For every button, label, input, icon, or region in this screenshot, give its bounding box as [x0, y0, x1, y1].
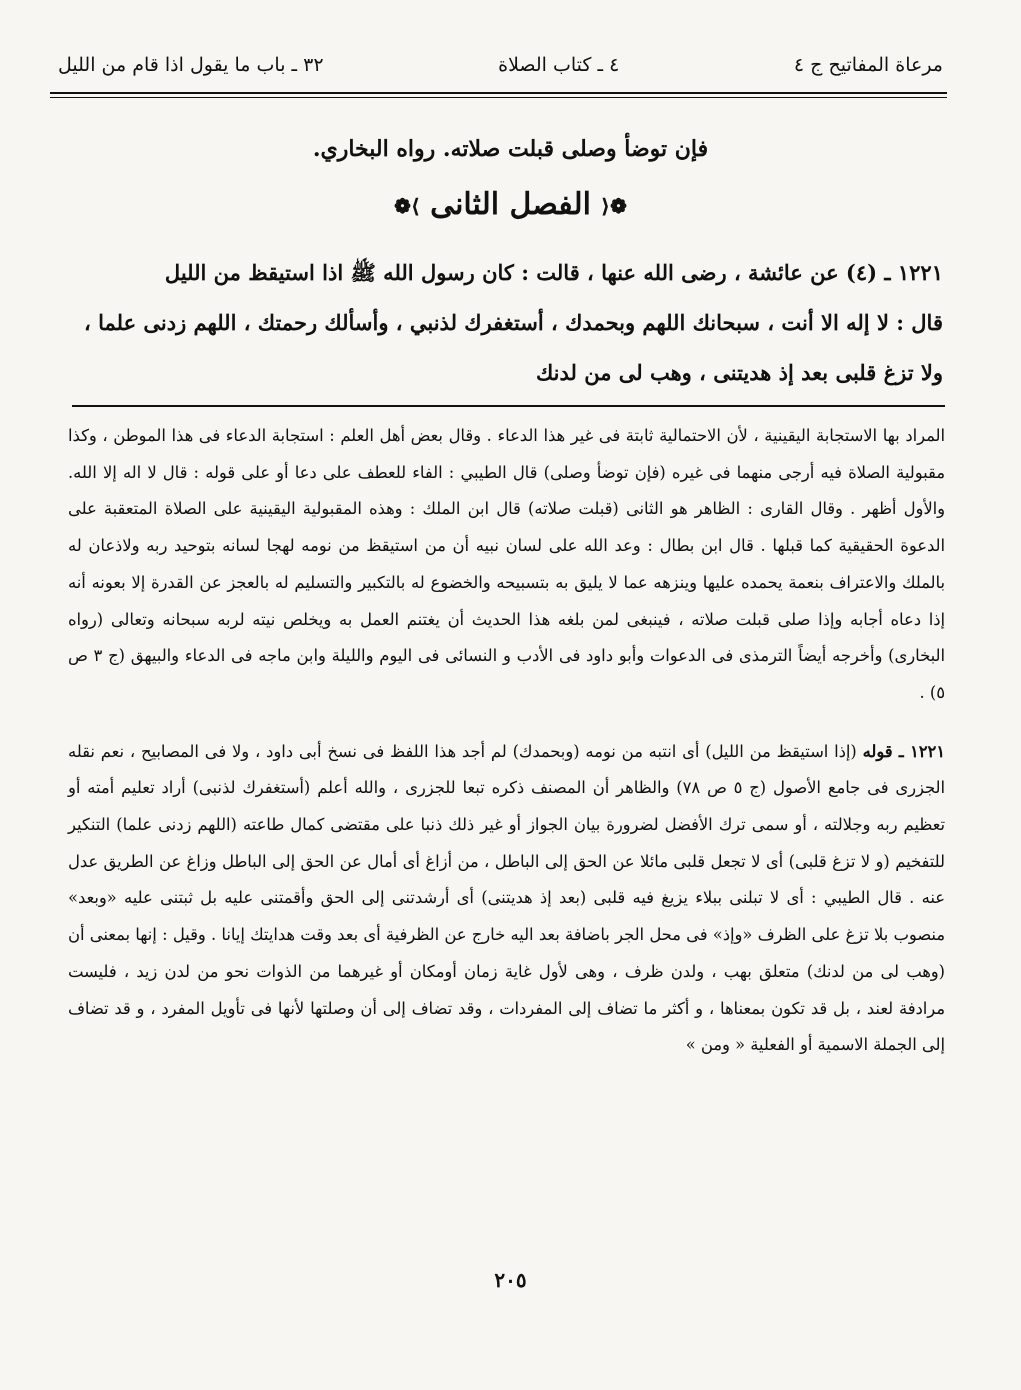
- header-rule-thick: [50, 92, 947, 94]
- header-section: ٣٢ ـ باب ما يقول اذا قام من الليل: [58, 54, 324, 76]
- hadith-line: ١٢٢١ ـ (٤) عن عائشة ، رضى الله عنها ، قالت : كان رسول الله ﷺ اذا استيقظ من الليل: [164, 260, 943, 285]
- hadith-line: قال : لا إله الا أنت ، سبحانك اللهم وبحمدك ، أستغفرك لذنبي ، وأسألك رحمتك ، اللهم زدنى علما ،: [83, 310, 943, 335]
- ornament-icon: ⟩❁: [394, 194, 421, 218]
- commentary-paragraph: المراد بها الاستجابة اليقينية ، لأن الاحتمالية ثابتة فى غير هذا الدعاء . وقال بعض أهل العلم : استجابة الدعاء فى هذا الموطن ، وكذا مقبولية الصلاة فيه أرجى منهما فى غيره (فإن توضأ وصلى) قال الطيبي : الفاء للعطف على دعا أو على قوله : قال لا اله إلا الله. والأول أظهر . وقال القارى : الظاهر هو الثانى (قبلت صلاته) قال ابن الملك : وهذه المقبولية اليقينية على الصلاة المتعقبة على الدعوة الحقيقية كما قبلها . قال ابن بطال : وعد الله على لسان نبيه أن من استيقظ من نومه لهجا لسانه بتوحيد ربه ولاذعان له بالملك والاعتراف بنعمة يحمده عليها وينزهه عما لا يليق به بتسبيحه والخضوع له بالتكبير والتسليم له بالعجز عن القدرة إلا بعونه أنه إذا دعاه أجابه وإذا صلى قبلت صلاته ، فينبغى لمن بلغه هذا الحديث أن يغتنم العمل به ويخلص نيته لربه سبحانه وتعالى (رواه البخارى) وأخرجه أيضاً الترمذى فى الدعوات وأبو داود فى الأدب و النسائى فى اليوم والليلة وابن ماجه فى الدعاء والبيهق (ج ٣ ص ٥) .: [68, 426, 945, 702]
- section-title: الفصل الثانى: [430, 187, 591, 222]
- page-number: ٢٠٥: [494, 1268, 527, 1292]
- header-chapter: ٤ ـ كتاب الصلاة: [498, 54, 620, 76]
- header-book-title: مرعاة المفاتيح ج ٤: [793, 54, 943, 76]
- commentary-paragraph-text: (إذا استيقظ من الليل) أى انتبه من نومه (وبحمدك) لم أجد هذا اللفظ فى نسخ أبى داود ، ولا فى المصابيح ، نعم نقله الجزرى فى جامع الأصول (ج ٥ ص ٧٨) والظاهر أن المصنف ذكره تبعا للجزرى ، والله أعلم (أستغفرك لذنبى) أراد تعليم أمته أو تعظيم ربه وجلالته ، أو سمى ترك الأفضل لضرورة بيان الجواز أو غير ذلك ذنبا على مقتضى كمال طاعته (اللهم زدنى علما) التنكير للتفخيم (و لا تزغ قلبى) أى لا تجعل قلبى مائلا عن الحق إلى الباطل ، من أزاغ أى أمال عن الحق إلى الباطل وزاغ عن الطريق عدل عنه . قال الطيبي : أى لا تبلنى ببلاء يزيغ فيه قلبى (بعد إذ هديتنى) أى أرشدتنى إلى الحق وأقمتنى عليه بل ثبتنى عليه «وبعد» منصوب بلا تزغ على الظرف «وإذ» فى محل الجر باضافة بعد اليه خارج عن الظرفية أى بعد وقت هدايتك إيانا . وقيل : إنها بمعنى أن (وهب لى من لدنك) متعلق بهب ، ولدن ظرف ، وهى لأول غاية زمان أومكان أو غيرهما من الذوات نحو من لدن زيد ، فليست مرادفة لعند ، بل قد تكون بمعناها ، و أكثر ما تضاف إلى المفردات ، وقد تضاف إلى أن وصلتها لأنها فى تأويل المفرد ، و قد تضاف إلى الجملة الاسمية أو الفعلية « ومن »: [68, 741, 945, 1055]
- text-separator-rule: [72, 405, 945, 407]
- running-header: [58, 42, 943, 88]
- section-heading: [0, 187, 1021, 222]
- ornament-icon: ❁⟨: [600, 194, 627, 218]
- commentary-paragraph: [68, 734, 945, 1064]
- hadith-text: [66, 248, 943, 398]
- header-rule-thin: [50, 97, 947, 98]
- commentary-lemma-head: ١٢٢١ ـ قوله: [862, 741, 945, 761]
- previous-hadith-ending: فإن توضأ وصلى قبلت صلاته. رواه البخاري.: [312, 136, 709, 162]
- commentary: [68, 418, 945, 1064]
- hadith-line: ولا تزغ قلبى بعد إذ هديتنى ، وهب لى من لدنك: [535, 360, 943, 385]
